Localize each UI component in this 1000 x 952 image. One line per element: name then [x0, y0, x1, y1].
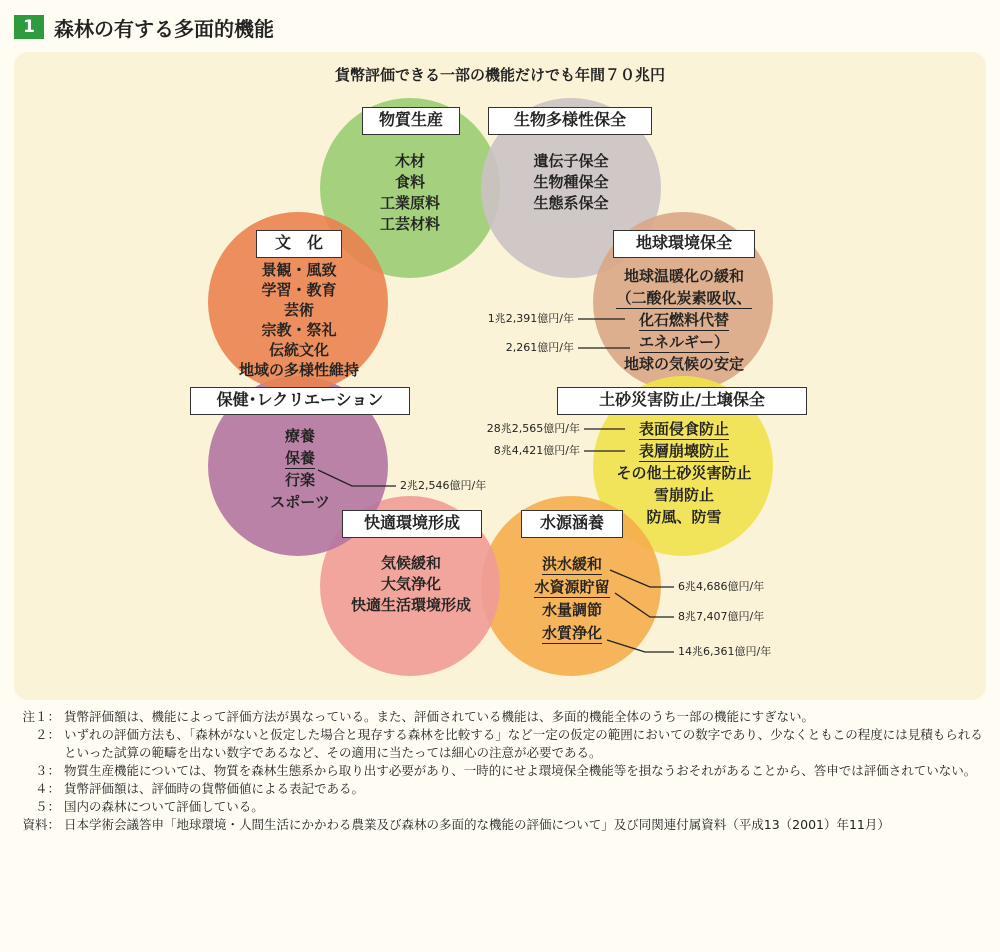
- label-amenity: 快適環境形成: [342, 510, 482, 538]
- list-item: 表層崩壊防止: [638, 442, 729, 460]
- value-health: 2兆2,546億円/年: [400, 479, 487, 492]
- diagram-subtitle: 貨幣評価できる一部の機能だけでも年間７０兆円: [334, 66, 665, 84]
- note-label: ２：: [34, 727, 60, 742]
- list-item: 食料: [394, 173, 425, 191]
- note-row: [14, 798, 989, 816]
- list-item: 木材: [394, 152, 425, 170]
- list-item: 工業原料: [379, 194, 440, 212]
- label-health: 保健･レクリエーション: [190, 387, 410, 415]
- source-text: 日本学術会議答申「地球環境・人間生活にかかわる農業及び森林の多面的な機能の評価について」及び同関連付属資料（平成13（2001）年11月）: [64, 817, 890, 832]
- list-item: 遺伝子保全: [533, 152, 609, 170]
- value-water-2: 8兆7,407億円/年: [678, 610, 765, 623]
- list-item: 学習・教育: [261, 281, 337, 299]
- section-number-badge: 1: [14, 15, 44, 39]
- list-item: エネルギー）: [638, 333, 729, 351]
- note-row: [14, 780, 989, 798]
- value-disaster-1: 28兆2,565億円/年: [486, 422, 580, 435]
- value-disaster-2: 8兆4,421億円/年: [493, 444, 580, 457]
- label-material: 物質生産: [362, 107, 460, 135]
- list-item: 水量調節: [541, 601, 602, 619]
- list-item: 地球温暖化の緩和: [623, 267, 744, 285]
- note-text: 国内の森林について評価している。: [64, 799, 264, 814]
- list-item: 大気浄化: [380, 575, 441, 593]
- items-global-env: [605, 265, 763, 375]
- items-amenity: [336, 553, 486, 616]
- list-item: 雪崩防止: [653, 486, 714, 504]
- list-item: 表面侵食防止: [638, 420, 729, 438]
- value-global-2: 2,261億円/年: [505, 341, 574, 354]
- label-water: 水源涵養: [521, 510, 623, 538]
- label-disaster: 土砂災害防止/土壌保全: [557, 387, 807, 415]
- items-biodiversity: [511, 151, 631, 214]
- list-item: 地域の多様性維持: [238, 361, 359, 379]
- note-label: 注１：: [22, 709, 60, 724]
- items-health: [252, 425, 348, 513]
- items-culture: [224, 260, 374, 380]
- list-item: 水質浄化: [541, 624, 602, 642]
- list-item: 行楽: [284, 471, 315, 489]
- list-item: 芸術: [283, 301, 314, 319]
- note-row: [14, 762, 989, 780]
- list-item: 景観・風致: [261, 261, 337, 279]
- list-item: 快適生活環境形成: [350, 596, 471, 614]
- list-item: 気候緩和: [380, 554, 441, 572]
- items-water: [520, 553, 624, 645]
- note-text: いずれの評価方法も、「森林がないと仮定した場合と現存する森林を比較する」など一定の仮定の範囲においての数字であり、少なくともこの程度には見積もられるといった試算の範疇を出ない数字であるなど、その適用に当たっては細心の注意が必要である。: [64, 727, 983, 760]
- items-disaster: [597, 418, 771, 528]
- note-label: ３：: [34, 763, 60, 778]
- note-row: [14, 708, 989, 726]
- list-item: 水資源貯留: [534, 578, 610, 596]
- list-item: 防風、防雪: [646, 508, 722, 526]
- items-material: [360, 151, 460, 235]
- list-item: 宗教・祭礼: [261, 321, 337, 339]
- value-water-3: 14兆6,361億円/年: [678, 645, 772, 658]
- list-item: 地球の気候の安定: [623, 355, 744, 373]
- note-text: 貨幣評価額は、評価時の貨幣価値による表記である。: [64, 781, 365, 796]
- list-item: （二酸化炭素吸収、: [616, 289, 752, 307]
- list-item: 工芸材料: [379, 215, 440, 233]
- source-label: 資料：: [22, 817, 60, 832]
- value-global-1: 1兆2,391億円/年: [487, 312, 574, 325]
- label-biodiversity: 生物多様性保全: [488, 107, 652, 135]
- label-global-env: 地球環境保全: [613, 230, 755, 258]
- list-item: その他土砂災害防止: [616, 464, 752, 482]
- note-label: ４：: [34, 781, 60, 796]
- notes: [14, 708, 989, 834]
- list-item: 洪水緩和: [541, 555, 602, 573]
- section-title: 森林の有する多面的機能: [54, 16, 274, 41]
- list-item: 化石燃料代替: [638, 311, 729, 329]
- list-item: 療養: [284, 427, 315, 445]
- note-row: [14, 726, 989, 762]
- note-row: [14, 816, 989, 834]
- note-label: ５：: [34, 799, 60, 814]
- list-item: 伝統文化: [268, 341, 329, 359]
- list-item: スポーツ: [270, 493, 330, 511]
- label-culture: 文 化: [256, 230, 342, 258]
- note-text: 貨幣評価額は、機能によって評価方法が異なっている。また、評価されている機能は、多面的機能全体のうち一部の機能にすぎない。: [64, 709, 815, 724]
- list-item: 生態系保全: [533, 194, 609, 212]
- note-text: 物質生産機能については、物質を森林生態系から取り出す必要があり、一時的にせよ環境保全機能等を損なうおそれがあることから、答申では評価されていない。: [64, 763, 977, 778]
- list-item: 生物種保全: [533, 173, 609, 191]
- list-item: 保養: [284, 449, 315, 467]
- value-water-1: 6兆4,686億円/年: [678, 580, 765, 593]
